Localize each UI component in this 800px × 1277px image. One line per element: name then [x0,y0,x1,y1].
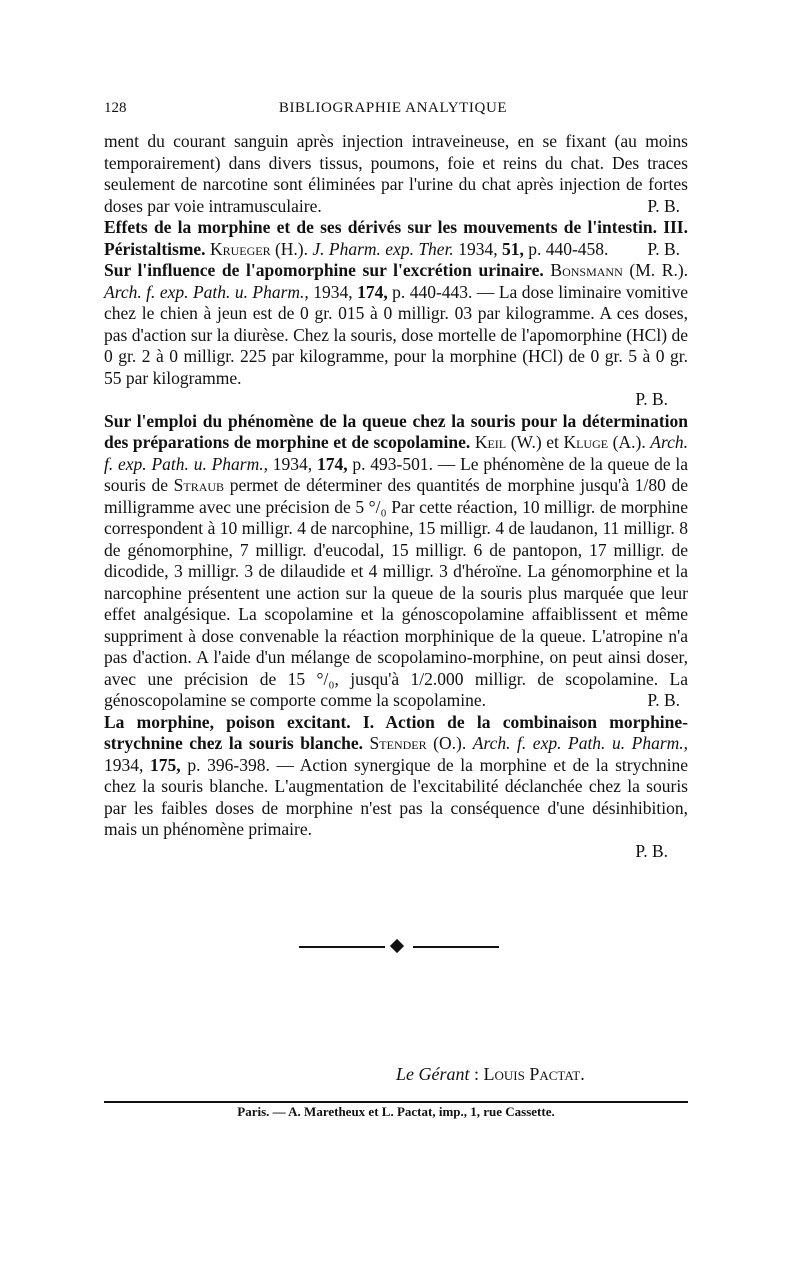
entry-author-2-initial: (A.). [612,432,646,452]
entry-journal: Arch. f. exp. Path. u. Pharm., [104,281,309,302]
running-title: BIBLIOGRAPHIE ANALYTIQUE [278,100,508,116]
entry-title: Sur l'emploi du phénomène de la queue chez la souris pour la détermination des préparations de morphine et de scopolamine. [104,410,688,452]
entry-year: 1934, [272,453,313,474]
diamond-icon [390,939,404,953]
entry-author-2: Kluge [563,432,609,452]
entry-signature: P. B. [647,238,680,259]
entry-pages: p. 493-501. — [352,453,456,474]
bibliography-entry [104,411,688,712]
entry-pages: p. 440-458. [528,238,609,259]
entry-text: La dose liminaire vomitive chez le chien à jeun est de 0 gr. 015 à 0 milligr. 03 par kilogramme. A ces doses, pas d'action sur la diurèse. Chez la souris, dose mortelle de l'apomorphine (HCl) de 0 gr. 2 à 0 milligr. 225 par kilogramme, pour la morphine (HCl) de 0 gr. 5 à 0 gr. 55 par kilogramme. [104,281,689,388]
footer-rule [104,1101,688,1103]
ornament-rule-right [413,946,499,948]
bibliography-entry [104,217,688,260]
entry-volume: 174, [316,453,348,474]
entry-author: Bonsmann [550,260,623,280]
cited-author-straub: Straub [173,475,225,495]
entry-author-initial: (W.) [510,432,542,452]
gerant-line [396,1064,585,1085]
entry-journal: Arch. f. exp. Path. u. Pharm., [472,733,689,753]
gerant-separator: : [474,1064,480,1084]
bibliography-entry [104,131,688,217]
entry-conjunction: et [546,432,559,452]
entry-signature: P. B. [635,840,668,861]
entry-author-initial: (O.). [433,733,467,753]
bibliography-entry [104,712,688,863]
entry-text: ment du courant sanguin après injection intraveineuse, en se fixant (au moins temporairement) dans divers tissus, poumons, foie et reins du chat. Des traces seulement de narcotine sont éliminées par l'urine du chat après injection de fortes doses par voie intramusculaire. [104,131,688,216]
entry-journal: J. Pharm. exp. Ther. [312,238,454,259]
entry-volume: 174, [357,281,388,302]
entry-signature: P. B. [635,389,668,409]
end-ornament [299,940,499,954]
entry-pages: p. 440-443. — [392,281,495,302]
entry-author-initial: (M. R.). [629,260,689,280]
gerant-name: Louis Pactat. [483,1064,585,1084]
entry-title: La morphine, poison excitant. I. Action de la combinaison morphine-strychnine chez la souris blanche. [104,711,688,753]
entry-author-initial: (H.). [274,238,308,259]
entry-text: permet de déterminer des quantités de morphine jusqu'à 1/80 de milligramme avec une précision de 5 °/₀ Par cette réaction, 10 milligr. de morphine correspondent à 10 milligr. 4 de narcophine, 15 milligr. 4 de laudanon, 11 milligr. 8 de génomorphine, 7 milligr. d'eucodal, 15 milligr. 6 de pantopon, 17 milligr. de dicodide, 3 milligr. 3 de dilaudide et 4 milligr. 3 d'héroïne. La génomorphine et la narcophine présentent une action sur la queue de la souris plus marquée que leur effet analgésique. La scopolamine et la génoscopolamine affaiblissent et même suppriment à dose convenable la réaction morphinique de la queue. L'atropine n'a pas d'action. A l'aide d'un mélange de scopolamino-morphine, on peut ainsi doser, avec une précision de 15 °/₀, jusqu'à 1/2.000 milligr. de scopolamine. La génoscopolamine se comporte comme la scopolamine. [104,475,689,710]
entry-year: 1934, [458,238,498,259]
gerant-label: Le Gérant [396,1064,470,1084]
entry-text: Action synergique de la morphine et de la strychnine chez la souris blanche. L'augmentation de l'excitabilité déclanchée chez la souris par les faibles doses de morphine n'est pas la conséquence d'une désinhibition, mais un phénomène primaire. [104,754,688,839]
bibliography-entry [104,260,688,411]
entry-volume: 175, [150,754,181,775]
entry-text-before: Le phénomène de la queue de la souris de [104,453,689,495]
entry-title: Effets de la morphine et de ses dérivés sur les mouvements de l'intestin. III. Péristaltisme. [104,217,688,259]
entry-title: Sur l'influence de l'apomorphine sur l'excrétion urinaire. [104,260,544,280]
entry-signature: P. B. [647,690,680,710]
entry-pages: p. 396-398. — [187,754,294,775]
entry-year: 1934, [104,754,144,775]
entry-author: Stender [369,733,427,753]
printer-imprint: Paris. — A. Maretheux et L. Pactat, imp., 1, rue Cassette. [237,1104,555,1119]
bibliography-body [104,131,688,862]
entry-author: Keil [474,432,507,452]
ornament-rule-left [299,946,385,948]
entry-signature: P. B. [647,195,680,216]
entry-volume: 51, [501,238,524,259]
page-number: 128 [104,100,127,116]
entry-year: 1934, [313,281,353,302]
entry-author: Krueger [209,238,271,259]
entry-journal: Arch. f. exp. Path. u. Pharm., [104,432,689,474]
page-header [104,100,682,122]
